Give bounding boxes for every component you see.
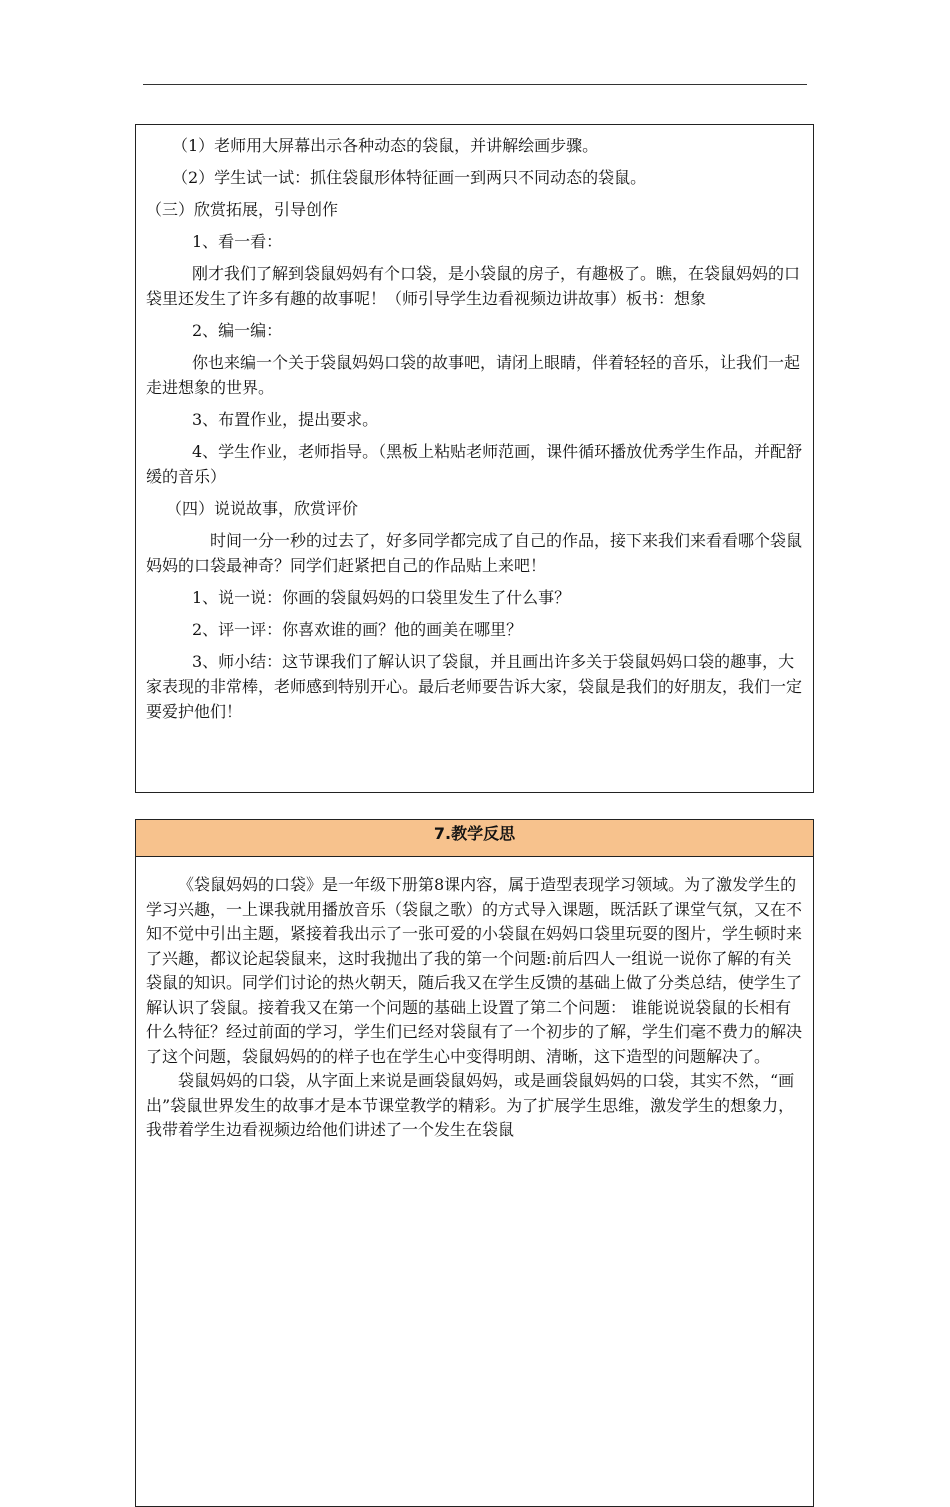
reflection-paragraph: 《袋鼠妈妈的口袋》是一年级下册第8课内容，属于造型表现学习领域。为了激发学生的学习兴趣，一上课我就用播放音乐（袋鼠之歌）的方式导入课题，既活跃了课堂气氛，又在不知不觉中引出主题，紧接着我出示了一张可爱的小袋鼠在妈妈口袋里玩耍的图片，学生顿时来了兴趣，都议论起袋鼠来，这时我抛出了我的第一个问题:前后四人一组说一说你了解的有关袋鼠的知识。同学们讨论的热火朝天，随后我又在学生反馈的基础上做了分类总结，使学生了解认识了袋鼠。接着我又在第一个问题的基础上设置了第二个问题： 谁能说说袋鼠的长相有什么特征？经过前面的学习，学生们已经对袋鼠有了一个初步的了解，学生们毫不费力的解决了这个问题，袋鼠妈妈的的样子也在学生心中变得明朗、清晰，这下造型的问题解决了。 [146,875,803,1066]
step-paragraph: 2、评一评：你喜欢谁的画？他的画美在哪里？ [192,620,523,639]
reflection-paragraph: 袋鼠妈妈的口袋，从字面上来说是画袋鼠妈妈，或是画袋鼠妈妈的口袋，其实不然，“画出”袋鼠世界发生的故事才是本节课堂教学的精彩。为了扩展学生思维，激发学生的想象力，我带着学生边看视频边给他们讲述了一个发生在袋鼠 [146,1071,795,1139]
step-paragraph: 3、布置作业，提出要求。 [192,410,379,429]
header-rule [143,84,807,85]
step-paragraph: 4、学生作业，老师指导。（黑板上粘贴老师范画，课件循环播放优秀学生作品，并配舒缓的音乐） [146,442,803,486]
step-paragraph: 1、说一说：你画的袋鼠妈妈的口袋里发生了什么事？ [192,588,571,607]
reflection-box [135,819,814,1507]
step-paragraph: （2）学生试一试：抓住袋鼠形体特征画一到两只不同动态的袋鼠。 [172,168,647,187]
step-paragraph: 时间一分一秒的过去了，好多同学都完成了自己的作品，接下来我们来看看哪个袋鼠妈妈的口袋最神奇？同学们赶紧把自己的作品贴上来吧！ [146,531,803,575]
lesson-steps-box [135,124,814,793]
step-paragraph: 1、看一看： [192,232,283,251]
step-paragraph: 3、师小结：这节课我们了解认识了袋鼠，并且画出许多关于袋鼠妈妈口袋的趣事，大家表现的非常棒，老师感到特别开心。最后老师要告诉大家，袋鼠是我们的好朋友，我们一定要爱护他们！ [146,652,803,721]
step-paragraph: 刚才我们了解到袋鼠妈妈有个口袋，是小袋鼠的房子，有趣极了。瞧，在袋鼠妈妈的口袋里还发生了许多有趣的故事呢！（师引导学生边看视频边讲故事）板书：想象 [146,264,801,308]
section-heading: （四）说说故事，欣赏评价 [166,499,359,518]
reflection-body [136,857,813,1143]
step-paragraph: 2、编一编： [192,321,283,340]
step-paragraph: 你也来编一个关于袋鼠妈妈口袋的故事吧，请闭上眼睛，伴着轻轻的音乐，让我们一起走进想象的世界。 [146,353,801,397]
section-heading: （三）欣赏拓展，引导创作 [146,200,339,219]
step-paragraph: （1）老师用大屏幕出示各种动态的袋鼠，并讲解绘画步骤。 [172,136,599,155]
reflection-title: 7.教学反思 [136,820,813,857]
